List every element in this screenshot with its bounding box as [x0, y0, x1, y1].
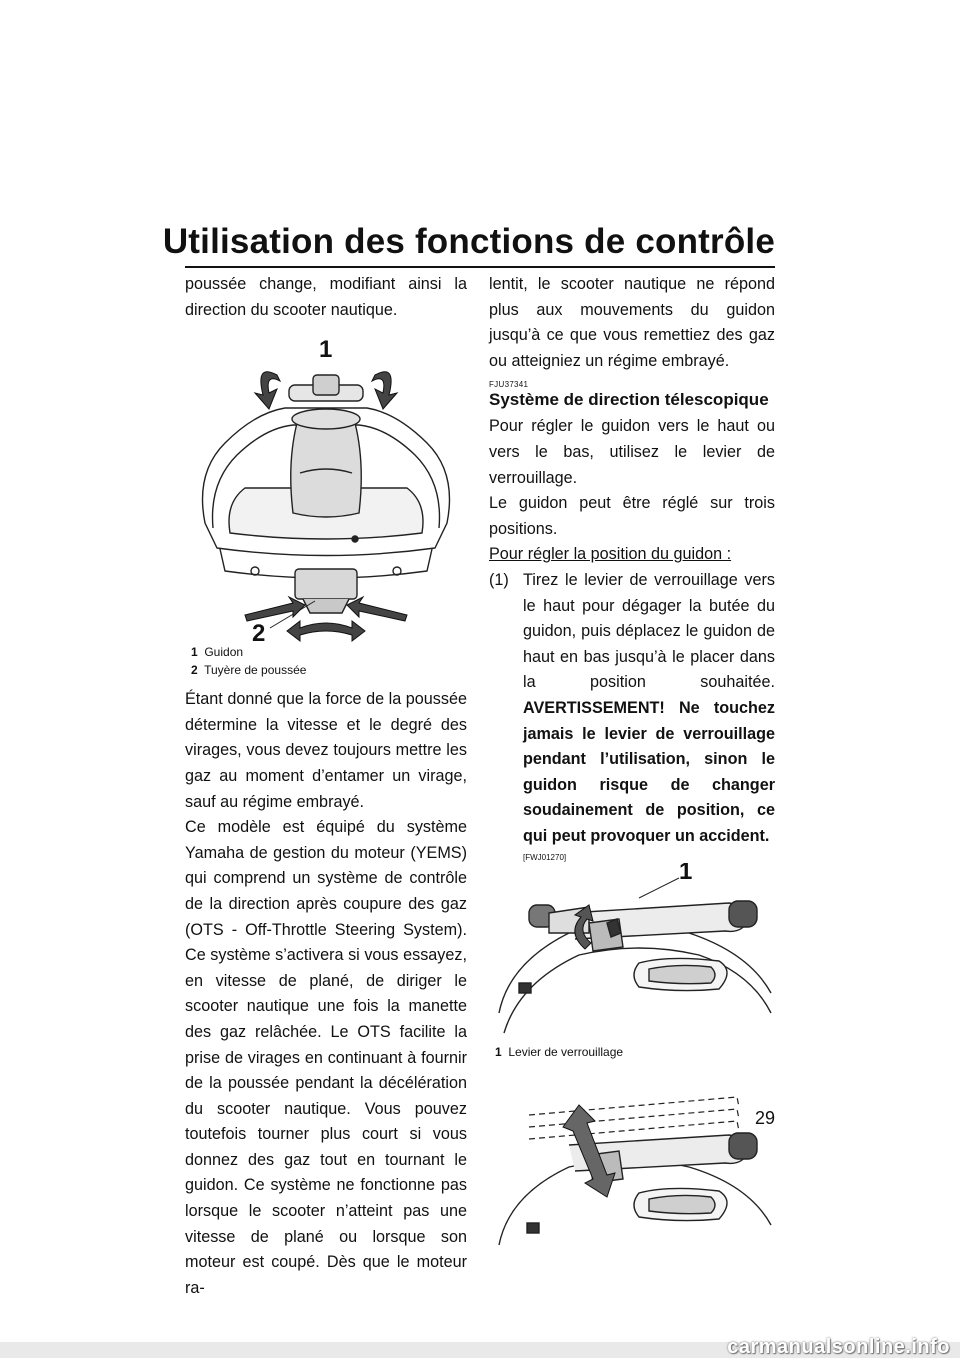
- step-number: (1): [489, 570, 509, 589]
- figure1-callout-1: 1: [319, 336, 333, 364]
- caption-number: 2: [191, 663, 198, 678]
- warning-text: AVERTISSEMENT! Ne touchez jamais le levier de verrouillage pendant l’utilisation, sinon le guidon risque de changer soudainement de position, ce qui peut provoquer un accident.: [523, 698, 775, 845]
- watermark: carmanualsonline.info: [727, 1336, 950, 1358]
- intro-paragraph: poussée change, modifiant ainsi la direction du scooter nautique.: [185, 275, 467, 319]
- caption-text: Levier de verrouillage: [508, 1045, 624, 1060]
- caption-number: 1: [191, 645, 198, 660]
- page-number: 29: [754, 1108, 775, 1128]
- figure2-callout-1: 1: [679, 863, 693, 886]
- handlebar-positions-illustration: [489, 1075, 775, 1265]
- step-text: Tirez le levier de verrouillage vers le haut pour dégager la butée du guidon, puis déplacez le guidon de haut en bas jusqu’à le placer dans la position souhaitée.: [523, 570, 775, 692]
- section-reference-code: FJU37341: [489, 380, 529, 390]
- title-rule: [185, 266, 775, 268]
- figure1-caption-2: [191, 661, 467, 679]
- section-heading: Système de direction télescopique: [489, 390, 769, 410]
- left-column: [185, 272, 467, 1301]
- caption-text: Guidon: [204, 645, 244, 660]
- lock-lever-illustration: [489, 863, 775, 1043]
- figure1-caption-1: [191, 643, 467, 661]
- caption-text: Tuyère de poussée: [204, 663, 307, 678]
- telescopic-paragraph-2: Le guidon peut être réglé sur trois positions.: [489, 494, 775, 538]
- figure2-caption: [495, 1043, 775, 1061]
- procedure-step-1: [489, 568, 775, 864]
- caption-number: 1: [495, 1045, 502, 1060]
- ots-paragraph: Ce modèle est équipé du système Yamaha de gestion du moteur (YEMS) qui comprend un système de contrôle de la direction après coupure des gaz (OTS - Off-Throttle Steering System). Ce système s’activera si vous essayez, en vitesse de plané, de diriger le scooter nautique une fois la manette des gaz relâchée. Le OTS facilite la prise de virages en continuant à fournir de la poussée pendant la décélération du scooter nautique. Vous pouvez toutefois tourner plus court si vous donnez des gaz tout en tournant le guidon. Ce système ne fonctionne pas lorsque le scooter n’atteint pas une vitesse de plané ou lorsque son moteur est coupé. Dès que le moteur ra-: [185, 818, 467, 1297]
- page-title: Utilisation des fonctions de contrôle: [162, 222, 775, 261]
- turning-paragraph: Étant donné que la force de la poussée détermine la vitesse et le degré des virages, vous devez toujours mettre les gaz au moment d’entamer un virage, sauf au régime embrayé.: [185, 690, 467, 811]
- figure1-callout-2: 2: [252, 620, 266, 644]
- procedure-subheading: Pour régler la position du guidon :: [489, 545, 732, 564]
- jet-ski-rear-view-illustration: [185, 323, 467, 643]
- telescopic-paragraph-1: Pour régler le guidon vers le haut ou vers le bas, utilisez le levier de verrouillage.: [489, 417, 775, 487]
- continuation-paragraph: lentit, le scooter nautique ne répond plus aux mouvements du guidon jusqu’à ce que vous remettiez des gaz ou atteigniez un régime embrayé.: [489, 275, 775, 370]
- warning-code: [FWJ01270]: [523, 853, 567, 863]
